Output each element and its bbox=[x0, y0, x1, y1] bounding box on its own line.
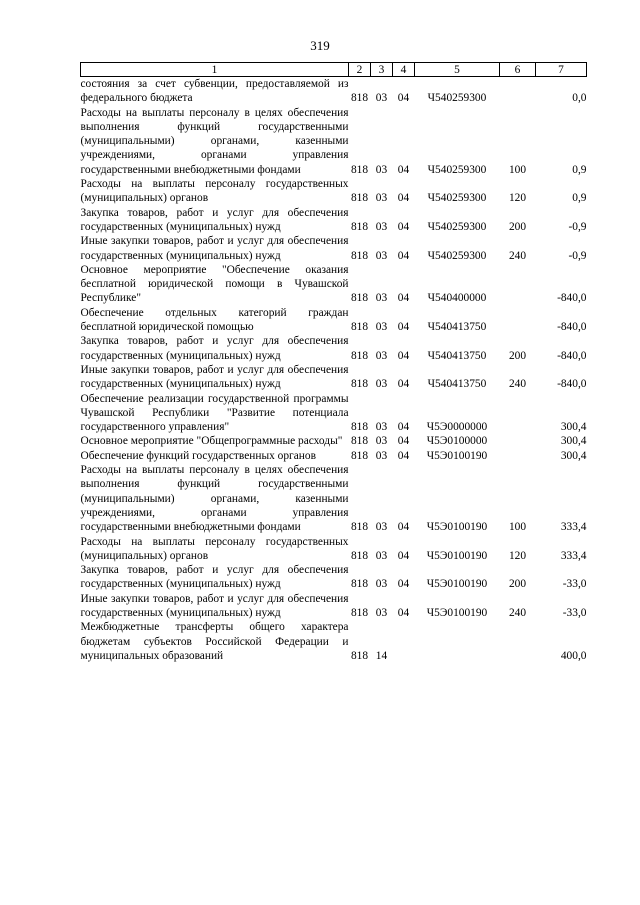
header-col-2: 2 bbox=[349, 63, 371, 77]
row-section: 03 bbox=[375, 292, 388, 305]
row-subsection: 04 bbox=[397, 421, 410, 434]
table-row bbox=[81, 620, 587, 663]
row-ministry-code: 818 bbox=[350, 249, 369, 262]
row-target-article: Ч540259300 bbox=[427, 92, 487, 105]
row-section: 14 bbox=[375, 649, 388, 662]
row-expense-type bbox=[500, 77, 536, 106]
row-description: Расходы на выплаты персоналу государственных (муниципальных) органов bbox=[80, 535, 349, 562]
row-description: Обеспечение отдельных категорий граждан бесплатной юридической помощью bbox=[80, 306, 349, 334]
row-section: 03 bbox=[375, 163, 388, 176]
row-ministry-code: 818 bbox=[350, 163, 369, 176]
row-amount: 333,4 bbox=[560, 521, 587, 534]
row-target-article: Ч5Э0100190 bbox=[426, 606, 488, 619]
row-section: 03 bbox=[375, 449, 388, 462]
row-target-article: Ч540259300 bbox=[427, 192, 487, 205]
row-description: Межбюджетные трансферты общего характера бюджетам субъектов Российской Федерации и муниципальных образований bbox=[80, 621, 349, 662]
table-row bbox=[81, 563, 587, 592]
row-subsection: 04 bbox=[397, 578, 410, 591]
row-ministry-code: 818 bbox=[350, 435, 369, 448]
row-ministry-code: 818 bbox=[350, 292, 369, 305]
row-description: Обеспечение реализации государственной программы Чувашской Республики "Развитие потенциала государственного управления" bbox=[80, 392, 349, 434]
row-subsection: 04 bbox=[397, 606, 410, 619]
header-col-4: 4 bbox=[393, 63, 415, 77]
row-description: Иные закупки товаров, работ и услуг для обеспечения государственных (муниципальных) нужд bbox=[80, 235, 349, 262]
row-subsection bbox=[393, 620, 415, 663]
row-subsection: 04 bbox=[397, 521, 410, 534]
row-amount: 400,0 bbox=[560, 649, 587, 662]
page-number: 319 bbox=[310, 38, 330, 53]
row-expense-type bbox=[500, 449, 536, 463]
table-row bbox=[81, 434, 587, 448]
table-row bbox=[81, 263, 587, 306]
row-description: Основное мероприятие "Общепрограммные расходы" bbox=[80, 435, 343, 448]
header-col-5: 5 bbox=[415, 63, 500, 77]
row-section: 03 bbox=[375, 249, 388, 262]
row-amount: 333,4 bbox=[560, 549, 587, 562]
row-expense-type: 100 bbox=[508, 521, 527, 534]
row-target-article: Ч540400000 bbox=[427, 292, 487, 305]
table-row bbox=[81, 334, 587, 363]
row-subsection: 04 bbox=[397, 163, 410, 176]
row-target-article: Ч540259300 bbox=[427, 220, 487, 233]
row-ministry-code: 818 bbox=[350, 321, 369, 334]
row-description: Расходы на выплаты персоналу государственных (муниципальных) органов bbox=[80, 178, 349, 205]
row-amount: -0,9 bbox=[568, 249, 587, 262]
row-expense-type: 100 bbox=[508, 163, 527, 176]
table-row bbox=[81, 234, 587, 263]
row-expense-type bbox=[500, 392, 536, 435]
row-description: Расходы на выплаты персоналу в целях обеспечения выполнения функций государственными (муниципальными) органами, казенными учреждениями, органами управления государственными внебюджетными фондами bbox=[80, 464, 349, 534]
header-col-1: 1 bbox=[81, 63, 349, 77]
row-subsection: 04 bbox=[397, 321, 410, 334]
row-section: 03 bbox=[375, 192, 388, 205]
row-description: Закупка товаров, работ и услуг для обеспечения государственных (муниципальных) нужд bbox=[80, 206, 349, 233]
row-ministry-code: 818 bbox=[350, 421, 369, 434]
table-row bbox=[81, 535, 587, 564]
row-amount: 0,0 bbox=[572, 92, 587, 105]
row-expense-type: 200 bbox=[508, 578, 527, 591]
row-description: Иные закупки товаров, работ и услуг для обеспечения государственных (муниципальных) нужд bbox=[80, 363, 349, 391]
row-amount: 0,9 bbox=[572, 163, 587, 176]
row-target-article: Ч5Э0100190 bbox=[426, 578, 488, 591]
row-expense-type: 200 bbox=[508, 220, 527, 233]
table-row bbox=[81, 463, 587, 534]
row-section: 03 bbox=[375, 435, 388, 448]
row-section: 03 bbox=[375, 321, 388, 334]
row-section: 03 bbox=[375, 606, 388, 619]
row-target-article: Ч5Э0100190 bbox=[426, 549, 488, 562]
row-section: 03 bbox=[375, 421, 388, 434]
row-section: 03 bbox=[375, 378, 388, 391]
row-ministry-code: 818 bbox=[350, 378, 369, 391]
row-target-article: Ч540413750 bbox=[427, 378, 487, 391]
row-subsection: 04 bbox=[397, 435, 410, 448]
row-subsection: 04 bbox=[397, 292, 410, 305]
row-target-article: Ч540413750 bbox=[427, 321, 487, 334]
row-subsection: 04 bbox=[397, 249, 410, 262]
row-expense-type: 240 bbox=[508, 249, 527, 262]
table-header-row bbox=[81, 63, 587, 77]
row-section: 03 bbox=[375, 220, 388, 233]
row-amount: 300,4 bbox=[560, 421, 587, 434]
row-expense-type: 120 bbox=[508, 192, 527, 205]
row-description: Основное мероприятие "Обеспечение оказания бесплатной юридической помощи в Чувашской Республике" bbox=[80, 263, 349, 305]
row-subsection: 04 bbox=[397, 92, 410, 105]
row-description: Закупка товаров, работ и услуг для обеспечения государственных (муниципальных) нужд bbox=[80, 564, 349, 591]
row-description: Расходы на выплаты персоналу в целях обеспечения выполнения функций государственными (муниципальными) органами, казенными учреждениями, органами управления государственными внебюджетными фондами bbox=[80, 106, 349, 176]
row-section: 03 bbox=[375, 578, 388, 591]
row-amount: -33,0 bbox=[562, 578, 587, 591]
table-row bbox=[81, 177, 587, 206]
row-subsection: 04 bbox=[397, 192, 410, 205]
row-amount: 0,9 bbox=[572, 192, 587, 205]
row-amount: 300,4 bbox=[560, 449, 587, 462]
row-ministry-code: 818 bbox=[350, 92, 369, 105]
row-amount: -0,9 bbox=[568, 220, 587, 233]
row-description: Обеспечение функций государственных органов bbox=[80, 449, 316, 462]
row-expense-type bbox=[500, 434, 536, 448]
row-section: 03 bbox=[375, 549, 388, 562]
row-subsection: 04 bbox=[397, 378, 410, 391]
row-target-article: Ч5Э0000000 bbox=[426, 421, 488, 434]
row-amount: -33,0 bbox=[562, 606, 587, 619]
row-ministry-code: 818 bbox=[350, 220, 369, 233]
row-expense-type: 240 bbox=[508, 606, 527, 619]
row-amount: 300,4 bbox=[560, 435, 587, 448]
row-ministry-code: 818 bbox=[350, 192, 369, 205]
row-ministry-code: 818 bbox=[350, 549, 369, 562]
row-target-article: Ч540259300 bbox=[427, 163, 487, 176]
row-amount: -840,0 bbox=[557, 292, 587, 305]
row-amount: -840,0 bbox=[557, 378, 587, 391]
row-amount: -840,0 bbox=[557, 321, 587, 334]
row-description: состояния за счет субвенции, предоставляемой из федерального бюджета bbox=[80, 78, 349, 105]
table-row bbox=[81, 449, 587, 463]
table-row bbox=[81, 306, 587, 335]
budget-table bbox=[80, 62, 587, 663]
row-expense-type bbox=[500, 306, 536, 335]
row-expense-type: 120 bbox=[508, 549, 527, 562]
row-ministry-code: 818 bbox=[350, 606, 369, 619]
row-expense-type: 200 bbox=[508, 349, 527, 362]
row-ministry-code: 818 bbox=[350, 578, 369, 591]
header-col-7: 7 bbox=[536, 63, 587, 77]
row-ministry-code: 818 bbox=[350, 449, 369, 462]
table-row bbox=[81, 106, 587, 177]
row-subsection: 04 bbox=[397, 220, 410, 233]
header-col-6: 6 bbox=[500, 63, 536, 77]
row-expense-type bbox=[500, 263, 536, 306]
row-section: 03 bbox=[375, 349, 388, 362]
row-ministry-code: 818 bbox=[350, 649, 369, 662]
row-target-article: Ч5Э0100000 bbox=[426, 435, 488, 448]
row-amount: -840,0 bbox=[557, 349, 587, 362]
row-subsection: 04 bbox=[397, 349, 410, 362]
row-target-article: Ч5Э0100190 bbox=[426, 449, 488, 462]
row-target-article: Ч540413750 bbox=[427, 349, 487, 362]
row-subsection: 04 bbox=[397, 549, 410, 562]
row-ministry-code: 818 bbox=[350, 521, 369, 534]
table-row bbox=[81, 392, 587, 435]
row-section: 03 bbox=[375, 521, 388, 534]
table-row bbox=[81, 592, 587, 621]
table-row bbox=[81, 77, 587, 106]
table-row bbox=[81, 206, 587, 235]
row-description: Иные закупки товаров, работ и услуг для обеспечения государственных (муниципальных) нужд bbox=[80, 592, 349, 619]
row-target-article: Ч5Э0100190 bbox=[426, 521, 488, 534]
row-target-article: Ч540259300 bbox=[427, 249, 487, 262]
table-row bbox=[81, 363, 587, 392]
row-subsection: 04 bbox=[397, 449, 410, 462]
row-ministry-code: 818 bbox=[350, 349, 369, 362]
row-target-article bbox=[415, 620, 500, 663]
row-section: 03 bbox=[375, 92, 388, 105]
row-expense-type bbox=[500, 620, 536, 663]
header-col-3: 3 bbox=[371, 63, 393, 77]
row-expense-type: 240 bbox=[508, 378, 527, 391]
row-description: Закупка товаров, работ и услуг для обеспечения государственных (муниципальных) нужд bbox=[80, 335, 349, 362]
